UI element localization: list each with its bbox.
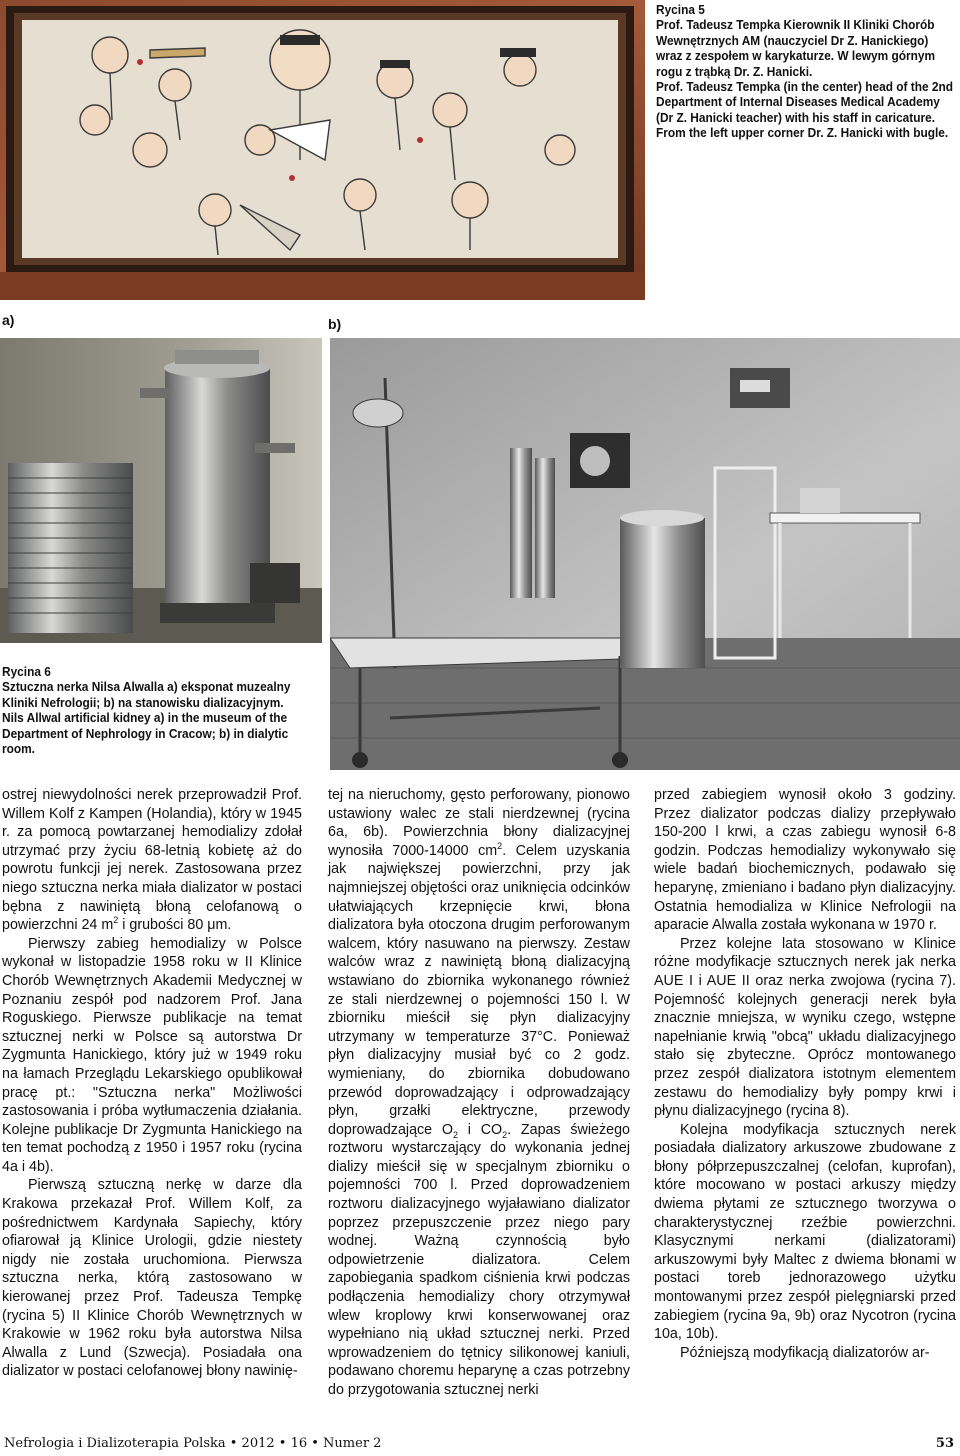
- text-column-2: [328, 786, 630, 1400]
- col2-paragraph-1: [328, 786, 630, 1400]
- col2-p1b: . Celem uzyskania jak największej powierzchni, przy jak najmniejszej objętości oraz uniknięcia odcinków ułatwiających krzepnięcie krwi, błona dializatora była otoczona drugim perforowanym walcem, który nasuwano na pierwszy. Zestaw walców wraz z nawiniętą błoną dializacyjną wstawiano do zbiornika wykonanego również ze stali nierdzewnej o pojemności 150 l. W zbiorniku mieścił się płyn dializacyjny utrzymany w temperaturze 37°C. Ponieważ płyn dializacyjny musiał być co 2 godz. wymieniany, do zbiornika dobudowano przewód doprowadzający i odprowadzający płyn, grzałki elektryczne, przewody doprowadzające O: [328, 842, 630, 1138]
- col1-p1-sup: 2: [113, 915, 119, 926]
- col1-paragraph-3: Pierwszą sztuczną nerkę w darze dla Krakowa przekazał Prof. Willem Kolf, za pośrednictwem Kardynała Sapiechy, który ofiarował ją Klinice Urologii, gdzie niestety nigdy nie została uruchomiona. Pierwsza sztuczna nerka, którą zastosowano w kierowanej przez Prof. Tadeusza Tempkę (rycina 5) II Klinice Chorób Wewnętrznych w Krakowie w 1962 roku była autorstwa Nilsa Alwalla z Lund (Szwecja). Posiadała ona dializator w postaci celofanowej błony nawinię-: [2, 1177, 302, 1380]
- figure6a-museum-kidney-photo: [0, 338, 322, 643]
- col3-paragraph-4: Późniejszą modyfikacją dializatorów ar-: [680, 1344, 930, 1361]
- figure6-caption-line: Kliniki Nefrologii; b) na stanowisku dializacyjnym.: [2, 694, 284, 710]
- figure6-label-b: b): [328, 316, 342, 332]
- text-column-1: [2, 786, 302, 1381]
- figure6-caption-line: Rycina 6: [2, 664, 51, 679]
- col3-paragraph-2: Przez kolejne lata stosowano w Klinice różne modyfikacje sztucznych nerek jak nerka AUE I i AUE II oraz nerka zwojowa (rycina 7). Pojemność kolejnych generacji nerek była znacznie mniejsza, w wyniku czego, wstępne napełnianie krwią "obcą" układu dializacyjnego stało się zbyteczne. Oprócz montowanego przez zespół dializatora istotnym elementem zestawu do hemodializy były pompy krwi i płynu dializacyjnego (rycina 8).: [654, 935, 956, 1120]
- figure5-caption-line: Prof. Tadeusz Tempka Kierownik II Kliniki Chorób: [656, 17, 935, 33]
- figure6b-dialysis-room-photo: [330, 338, 960, 770]
- col2-p1c: i CO: [458, 1121, 503, 1138]
- col1-p1-end: i grubości 80 μm.: [118, 917, 232, 934]
- figure6-caption-line: Sztuczna nerka Nilsa Alwalla a) eksponat muzealny: [2, 679, 291, 695]
- col2-p1a: tej na nieruchomy, gęsto perforowany, pionowo ustawiony walec ze stali nierdzewnej (rycina 6a, 6b). Powierzchnia błony dializacyjnej wynosiła 7000-14000 cm: [328, 787, 630, 859]
- col3-paragraph-3: Kolejna modyfikacja sztucznych nerek posiadała dializatory arkuszowe zbudowane z błony półprzepuszczalnej (celofan, kuprofan), które mocowano w postaci arkuszy między dwiema płytami ze sztucznego tworzywa o charakterystycznej rzeźbie powierzchni. Klasycznymi nerkami (dializatorami) arkuszowymi były Maltec z dwiema błonami w postaci toreb jednorazowego użytku montowanymi przez zespół pielęgniarski przed zabiegiem (rycina 9a, 9b) oraz Nycotron (rycina 10a, 10b).: [654, 1121, 956, 1343]
- figure6-caption: [2, 664, 290, 756]
- col1-p1-text: ostrej niewydolności nerek przeprowadził Prof. Willem Kolf z Kampen (Holandia), który w 1945 r. za pomocą powtarzanej hemodializy zdołał utrzymać przy życiu 68-letnią kobietę aż do powrotu funkcji jej nerek. Zastosowana przez niego sztuczna nerka miała dializator w postaci bębna z nawiniętą błoną celofanową o powierzchni 24 m: [2, 787, 302, 934]
- col2-p1-sup: 2: [497, 841, 503, 852]
- figure5-caption-line: rogu z trąbką Dr. Z. Hanicki.: [656, 63, 813, 79]
- figure5-caption-line: Prof. Tadeusz Tempka (in the center) head of the 2nd: [656, 79, 953, 95]
- figure5-caption-line: Rycina 5: [656, 2, 705, 17]
- figure5-caption-line: Department of Internal Diseases Medical Academy: [656, 94, 940, 110]
- figure6-label-a: a): [2, 312, 15, 328]
- figure5-caricature-photo: [0, 0, 645, 300]
- figure5-caption: [656, 2, 953, 141]
- journal-footer: Nefrologia i Dializoterapia Polska • 2012 • 16 • Numer 2: [4, 1436, 382, 1451]
- figure5-caption-line: wraz z zespołem w karykaturze. W lewym górnym: [656, 48, 936, 64]
- page-number: 53: [935, 1436, 954, 1451]
- col3-paragraph-1: przed zabiegiem wynosił około 3 godziny. Przez dializator podczas dializy przepływało 150-200 l krwi, a czas zabiegu wynosił 6-8 godzin. Podczas hemodializy wykonywało się wiele badań biochemicznych, podawało się heparynę, zmieniano i badano płyn dializacyjny. Ostatnia hemodializa w Klinice Nefrologii na aparacie Alwalla została wykonana w 1970 r.: [654, 787, 956, 934]
- col2-sub2: 2: [502, 1129, 508, 1140]
- col2-p1d: . Zapas świeżego roztworu wystarczający do wykonania jednej dializy mieścił się w specjalnym zbiorniku o pojemności 700 l. Przed doprowadzeniem roztworu dializacyjnego wyjaławiano dializator poprzez przepuszczenie przez niego pary wodnej. Ważną czynnością było odpowietrzenie dializatora. Celem zapobiegania spadkom ciśnienia krwi podczas podłączenia hemodializy chory otrzymywał wlew kroplowy krwi konserwowanej oraz wypełniano nią układ sztucznej nerki. Przed wprowadzeniem do tętnicy silikonowej kaniuli, podawano choremu heparynę a czas potrzebny do przygotowania sztucznej nerki: [328, 1121, 630, 1398]
- figure6-caption-line: Department of Nephrology in Cracow; b) in dialytic: [2, 725, 289, 741]
- figure5-caption-line: From the left upper corner Dr. Z. Hanicki with bugle.: [656, 125, 949, 141]
- col1-paragraph-1: [2, 786, 302, 935]
- figure5-caption-line: Wewnętrznych AM (nauczyciel Dr Z. Hanickiego): [656, 32, 929, 48]
- figure5-caption-line: (Dr Z. Hanicki teacher) with his staff in caricature.: [656, 109, 935, 125]
- col1-paragraph-2: Pierwszy zabieg hemodializy w Polsce wykonał w listopadzie 1958 roku w II Klinice Chorób Wewnętrznych Akademii Medycznej w Poznaniu zespół pod nadzorem Prof. Jana Roguskiego. Pierwsze publikacje na temat sztucznej nerki w Polsce są autorstwa Dr Zygmunta Hanickiego, który już w 1949 roku na łamach Przeglądu Lekarskiego opublikował pracę pt.: "Sztuczna nerka" Możliwości zastosowania i próba wytłumaczenia działania. Kolejne publikacje Dr Zygmunta Hanickiego na ten temat pochodzą z 1950 i 1957 roku (rycina 4a i 4b).: [2, 935, 302, 1175]
- figure6-caption-line: Nils Allwal artificial kidney a) in the museum of the: [2, 710, 288, 726]
- figure6-caption-line: room.: [2, 741, 35, 757]
- col2-sub1: 2: [453, 1129, 459, 1140]
- text-column-3: [654, 786, 956, 1362]
